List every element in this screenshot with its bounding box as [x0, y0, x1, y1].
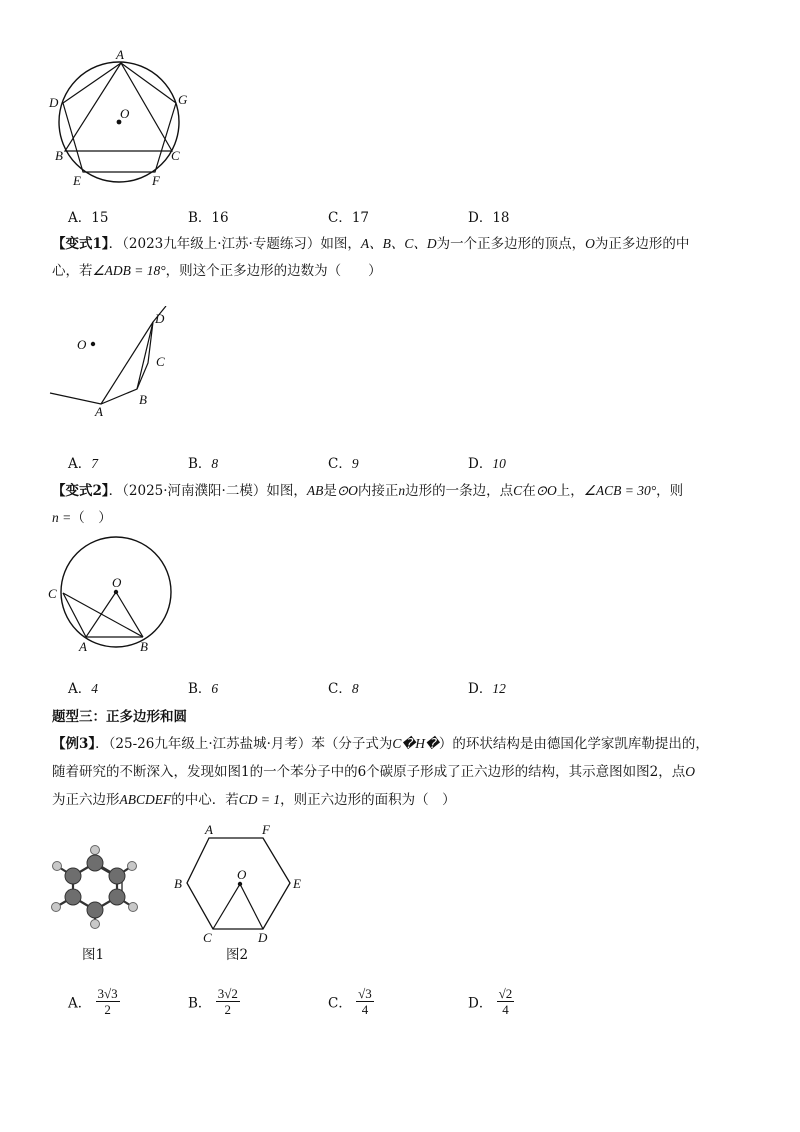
- figure-circle-pentagon: [45, 40, 195, 190]
- var2-option-c[interactable]: C．8: [328, 681, 359, 697]
- ex3-line3: 为正六边形ABCDEF的中心．若CD = 1，则正六边形的面积为（ ）: [52, 792, 456, 808]
- figure-circle-triangle: [44, 536, 174, 656]
- var1-option-c[interactable]: C．9: [328, 456, 359, 472]
- label-E: E: [73, 173, 81, 188]
- label-C: C: [171, 148, 180, 163]
- figure-benzene-molecule: [40, 840, 150, 940]
- label-B: B: [174, 876, 182, 891]
- label-C: C: [203, 930, 212, 945]
- figure-polygon-partial: [48, 306, 178, 418]
- label-A: A: [205, 822, 213, 837]
- label-F: F: [152, 173, 160, 188]
- var2-line2: n =（ ）: [52, 510, 112, 526]
- var1-option-b[interactable]: B．8: [188, 456, 219, 472]
- var1-line1: 【变式1】．（2023九年级上·江苏·专题练习）如图，A、B、C、D为一个正多边形的顶点，O为正多边形的中: [52, 236, 690, 252]
- ex3-line1: 【例3】．（25-26九年级上·江苏盐城·月考）苯（分子式为C�H�）的环状结构是由德国化学家凯库勒提出的，: [52, 736, 709, 752]
- var2-option-a[interactable]: A．4: [68, 681, 98, 697]
- label-D: D: [155, 311, 165, 326]
- label-B: B: [55, 148, 63, 163]
- section-title: 题型三：正多边形和圆: [52, 709, 187, 725]
- option-a[interactable]: A．15: [68, 210, 109, 226]
- label-A: A: [95, 404, 103, 418]
- label-A: A: [79, 639, 87, 654]
- label-C: C: [156, 354, 165, 369]
- var2-line1: 【变式2】．（2025·河南濮阳·二模）如图，AB是⊙O内接正n边形的一条边，点C在⊙O上，∠ACB = 30°，则: [52, 483, 684, 499]
- label-C: C: [48, 586, 57, 601]
- ex3-option-c[interactable]: C． $\frac{√3}{4}$: [328, 986, 372, 1017]
- label-O: O: [112, 575, 122, 590]
- label-E: E: [293, 876, 301, 891]
- label-O: O: [120, 106, 130, 121]
- var1-option-a[interactable]: A．7: [68, 456, 98, 472]
- label-A: A: [116, 47, 124, 62]
- option-d[interactable]: D．18: [468, 210, 510, 226]
- var2-option-b[interactable]: B．6: [188, 681, 219, 697]
- ex3-option-d[interactable]: D． $\frac{√2}{4}$: [468, 986, 513, 1017]
- var2-option-d[interactable]: D．12: [468, 681, 506, 697]
- label-B: B: [139, 392, 147, 407]
- label-D: D: [258, 930, 268, 945]
- ex3-option-b[interactable]: B． $\frac{3√2}{2}$: [188, 986, 238, 1017]
- label-O: O: [237, 867, 247, 882]
- label-F: F: [262, 822, 270, 837]
- label-D: D: [49, 95, 59, 110]
- fig1-caption: 图1: [82, 947, 105, 963]
- ex3-line2: 随着研究的不断深入，发现如图1的一个苯分子中的6个碳原子形成了正六边形的结构，其示意图如图2，点O: [52, 764, 696, 780]
- figure-hexagon: [170, 818, 310, 946]
- label-B: B: [140, 639, 148, 654]
- var1-option-d[interactable]: D．10: [468, 456, 506, 472]
- ex3-option-a[interactable]: A． $\frac{3√3}{2}$: [68, 986, 118, 1017]
- option-b[interactable]: B．16: [188, 210, 229, 226]
- var1-line2: 心，若∠ADB = 18°，则这个正多边形的边数为（ ）: [52, 263, 382, 279]
- label-O: O: [77, 337, 87, 352]
- label-G: G: [178, 92, 188, 107]
- fig2-caption: 图2: [226, 947, 249, 963]
- option-c[interactable]: C．17: [328, 210, 370, 226]
